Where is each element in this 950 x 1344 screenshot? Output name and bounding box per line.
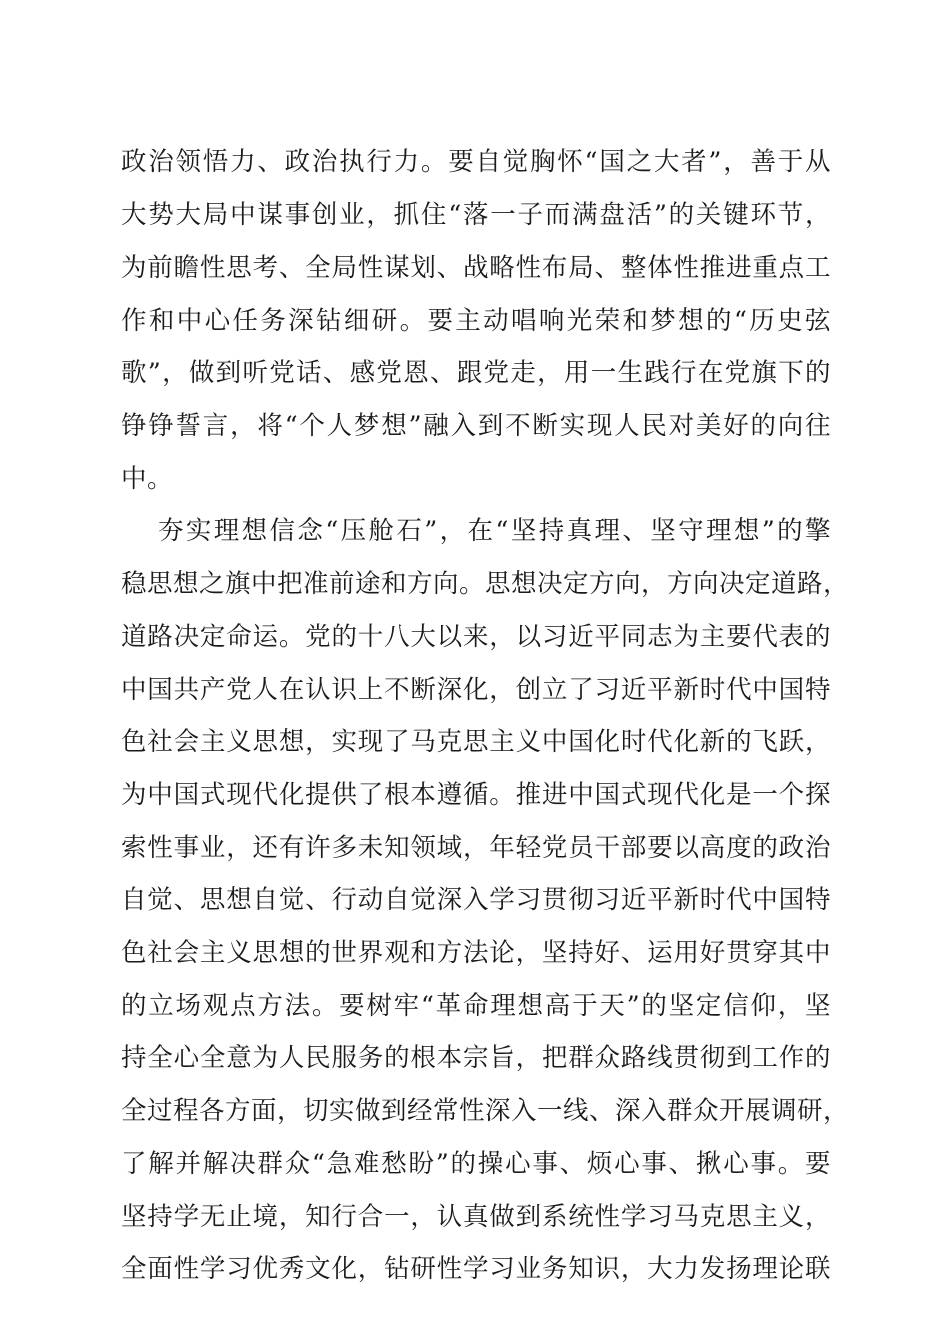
paragraph-2-line-7: 索性事业，还有许多未知领域，年轻党员干部要以高度的政治 <box>121 833 831 863</box>
paragraph-2-line-5: 色社会主义思想，实现了马克思主义中国化时代化新的飞跃， <box>121 727 831 757</box>
paragraph-2-line-12: 全过程各方面，切实做到经常性深入一线、深入群众开展调研， <box>121 1096 850 1126</box>
paragraph-2-line-13: 了解并解决群众“急难愁盼”的操心事、烦心事、揪心事。要 <box>121 1149 831 1179</box>
paragraph-2-line-2: 稳思想之旗中把准前途和方向。思想决定方向，方向决定道路， <box>121 569 850 599</box>
paragraph-2-line-8: 自觉、思想自觉、行动自觉深入学习贯彻习近平新时代中国特 <box>121 885 831 915</box>
paragraph-1-line-2: 大势大局中谋事创业，抓住“落一子而满盘活”的关键环节， <box>121 200 831 230</box>
paragraph-2-line-15: 全面性学习优秀文化，钻研性学习业务知识，大力发扬理论联 <box>121 1254 831 1284</box>
paragraph-2-line-1: 夯实理想信念“压舱石”，在“坚持真理、坚守理想”的擎 <box>158 516 831 546</box>
paragraph-1-line-3: 为前瞻性思考、全局性谋划、战略性布局、整体性推进重点工 <box>121 253 831 283</box>
paragraph-1-line-7: 中。 <box>121 464 174 494</box>
paragraph-1-line-4: 作和中心任务深钻细研。要主动唱响光荣和梦想的“历史弦 <box>121 306 831 336</box>
paragraph-2-line-3: 道路决定命运。党的十八大以来，以习近平同志为主要代表的 <box>121 622 831 652</box>
paragraph-2-line-6: 为中国式现代化提供了根本遵循。推进中国式现代化是一个探 <box>121 780 831 810</box>
paragraph-1-line-6: 铮铮誓言，将“个人梦想”融入到不断实现人民对美好的向往 <box>121 411 831 441</box>
paragraph-2-line-11: 持全心全意为人民服务的根本宗旨，把群众路线贯彻到工作的 <box>121 1043 831 1073</box>
paragraph-2-line-10: 的立场观点方法。要树牢“革命理想高于天”的坚定信仰，坚 <box>121 991 831 1021</box>
paragraph-1-line-5: 歌”，做到听党话、感党恩、跟党走，用一生践行在党旗下的 <box>121 358 831 388</box>
paragraph-1-line-1: 政治领悟力、政治执行力。要自觉胸怀“国之大者”，善于从 <box>121 147 831 177</box>
paragraph-2-line-4: 中国共产党人在认识上不断深化，创立了习近平新时代中国特 <box>121 675 831 705</box>
paragraph-2-line-9: 色社会主义思想的世界观和方法论，坚持好、运用好贯穿其中 <box>121 938 831 968</box>
paragraph-2-line-14: 坚持学无止境，知行合一，认真做到系统性学习马克思主义， <box>121 1202 831 1232</box>
